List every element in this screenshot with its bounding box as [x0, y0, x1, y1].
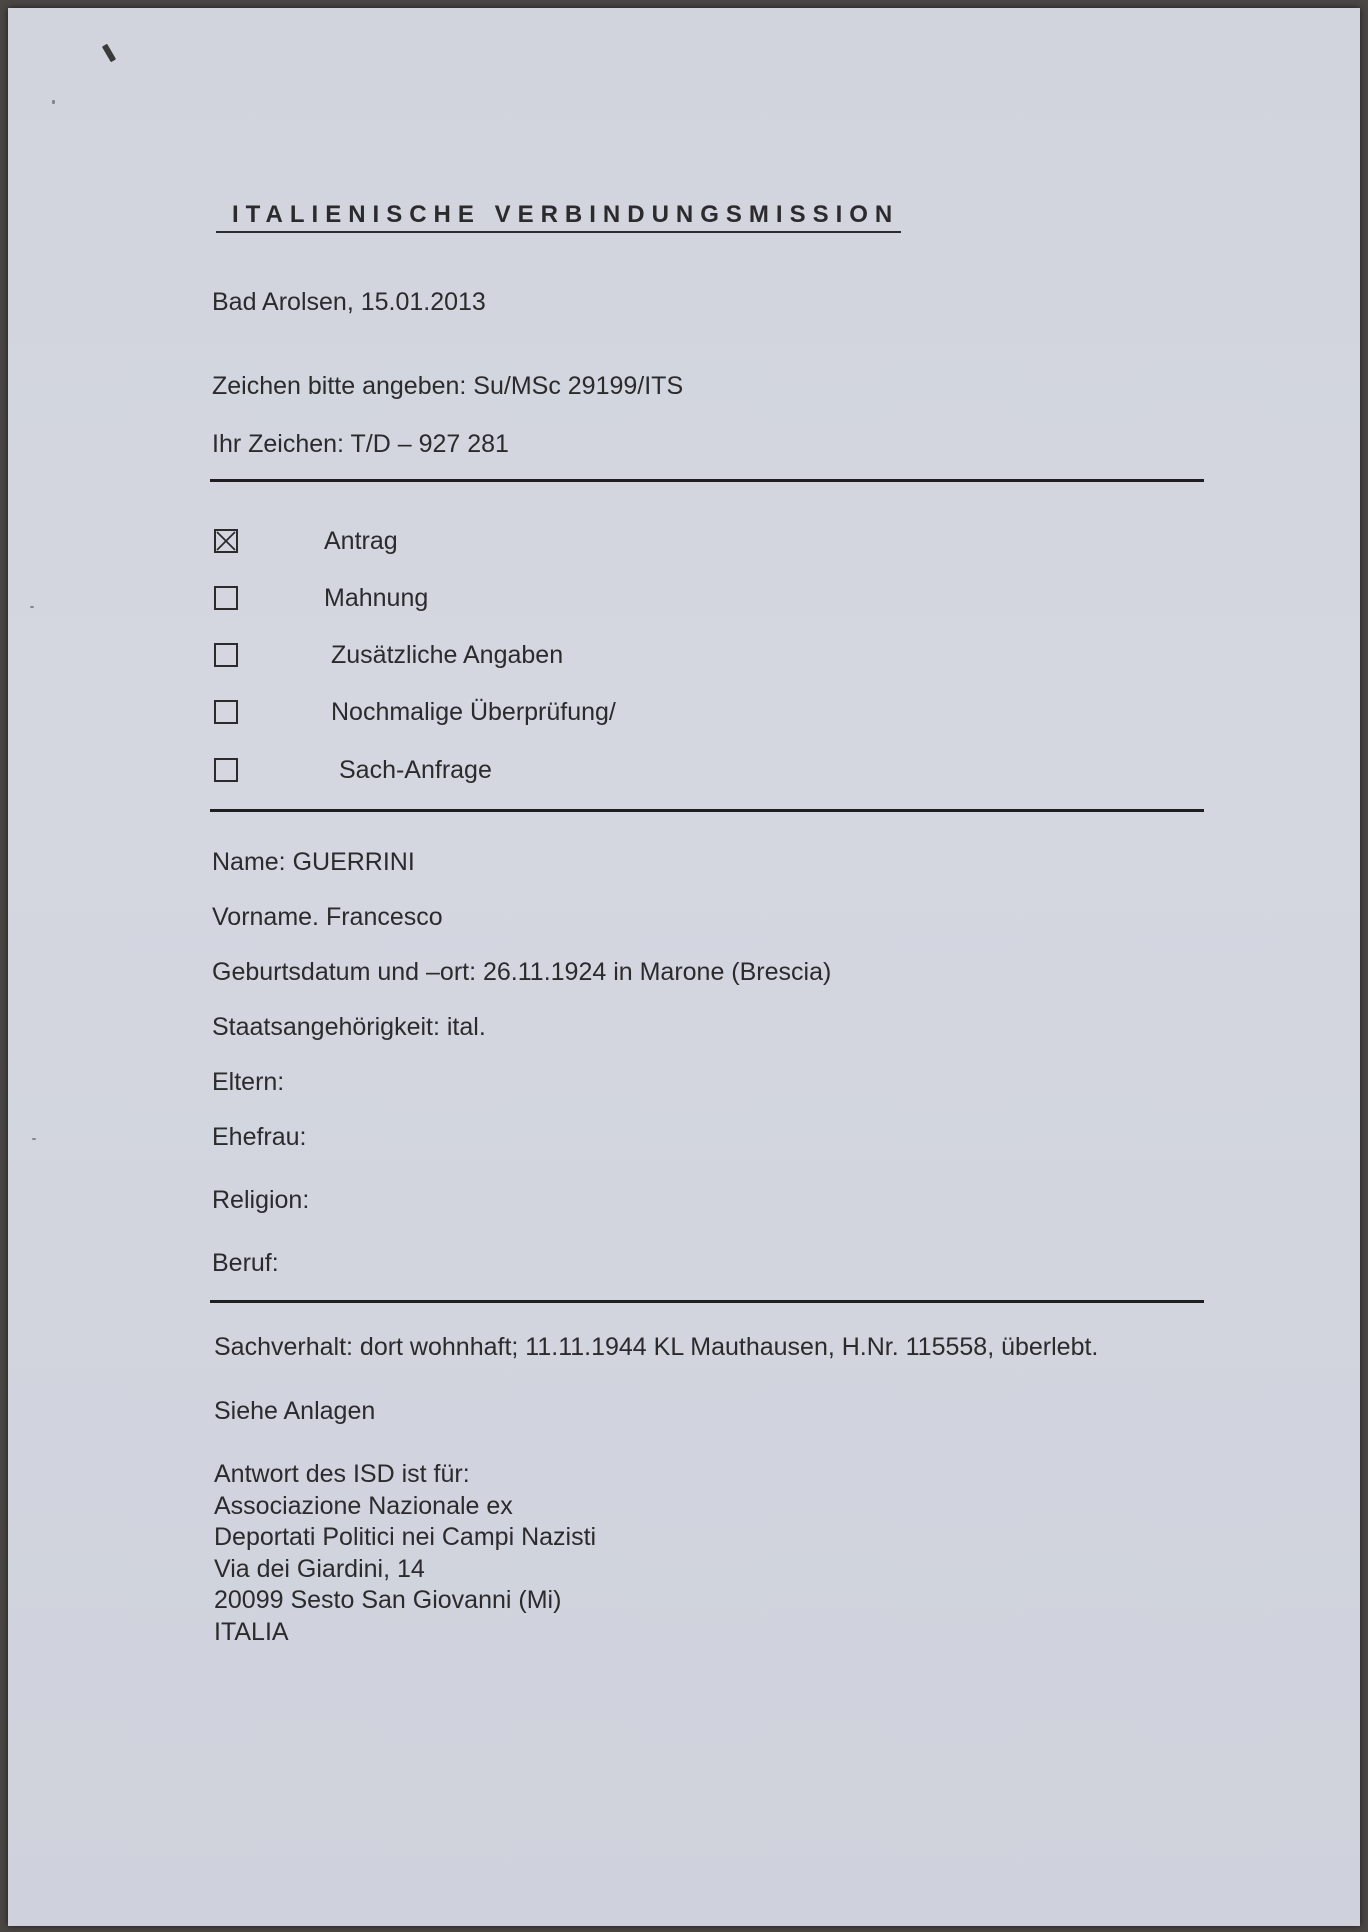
paper-mark: [102, 44, 116, 63]
person-eltern: Eltern:: [212, 1068, 285, 1096]
document-page: [8, 8, 1360, 1926]
sachverhalt: Sachverhalt: dort wohnhaft; 11.11.1944 KL Mauthausen, H.Nr. 115558, überlebt.: [214, 1333, 1099, 1361]
divider-2: [210, 809, 1204, 812]
antwort-intro: Antwort des ISD ist für:: [214, 1460, 470, 1488]
checkbox-row-zusaetzliche-angaben[interactable]: [214, 641, 814, 671]
person-geburt: Geburtsdatum und –ort: 26.11.1924 in Marone (Brescia): [212, 958, 832, 986]
paper-mark: [52, 100, 55, 104]
your-reference: Ihr Zeichen: T/D – 927 281: [212, 430, 509, 458]
checkbox-label-mahnung: Mahnung: [324, 584, 429, 612]
person-staatsangehoerigkeit: Staatsangehörigkeit: ital.: [212, 1013, 486, 1041]
address-line: Associazione Nazionale ex: [214, 1491, 513, 1520]
checkbox-empty-icon[interactable]: [214, 758, 238, 782]
address-line: 20099 Sesto San Giovanni (Mi): [214, 1586, 562, 1614]
checkbox-empty-icon[interactable]: [214, 700, 238, 724]
place-date: Bad Arolsen, 15.01.2013: [212, 288, 486, 316]
address-line: Deportati Politici nei Campi Nazisti: [214, 1523, 597, 1551]
person-name: Name: GUERRINI: [212, 848, 415, 876]
checkbox-empty-icon[interactable]: [214, 643, 238, 667]
checkbox-label-sach-anfrage: Sach-Anfrage: [339, 756, 492, 784]
address-line: ITALIA: [214, 1617, 289, 1646]
person-vorname: Vorname. Francesco: [212, 903, 443, 931]
person-beruf: Beruf:: [212, 1249, 279, 1277]
divider-3: [210, 1300, 1204, 1303]
checkbox-label-nochmalige-ueberpruefung: Nochmalige Überprüfung/: [331, 698, 616, 726]
divider-1: [210, 479, 1204, 482]
checkbox-row-antrag[interactable]: [214, 527, 814, 557]
document-heading: ITALIENISCHE VERBINDUNGSMISSION: [216, 201, 901, 233]
antwort-block: [214, 1459, 596, 1648]
checkbox-empty-icon[interactable]: [214, 586, 238, 610]
person-religion: Religion:: [212, 1186, 310, 1214]
paper-mark: [32, 1138, 36, 1140]
checkbox-label-zusaetzliche-angaben: Zusätzliche Angaben: [331, 641, 564, 669]
siehe-anlagen: Siehe Anlagen: [214, 1397, 376, 1425]
person-ehefrau: Ehefrau:: [212, 1123, 307, 1151]
checkbox-label-antrag: Antrag: [324, 527, 398, 555]
paper-mark: [30, 606, 34, 608]
address-line: Via dei Giardini, 14: [214, 1554, 425, 1583]
checkbox-row-nochmalige-ueberpruefung[interactable]: [214, 698, 814, 728]
checkbox-row-sach-anfrage[interactable]: [214, 756, 814, 786]
checkbox-row-mahnung[interactable]: [214, 584, 814, 614]
checkbox-checked-icon[interactable]: [214, 529, 238, 553]
reference-please: Zeichen bitte angeben: Su/MSc 29199/ITS: [212, 372, 684, 400]
